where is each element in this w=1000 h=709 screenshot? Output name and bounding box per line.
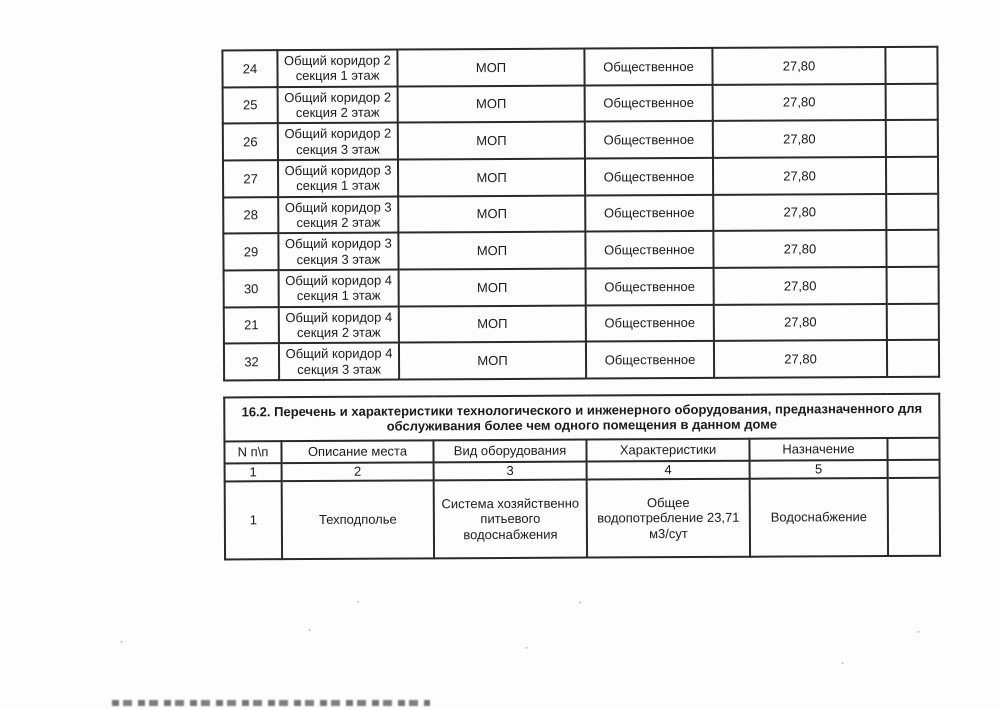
col-header-place: Описание места: [281, 440, 433, 463]
empty-cell: [887, 340, 939, 377]
place-cell: Общий коридор 2 секция 3 этаж: [278, 123, 398, 160]
place-cell: Техподполье: [282, 480, 434, 559]
table-row: [223, 193, 938, 233]
place-cell: Общий коридор 2 секция 1 этаж: [277, 50, 397, 87]
col-header-characteristics: Характеристики: [586, 439, 749, 462]
equipment-table: [223, 393, 941, 561]
table-row: [224, 340, 939, 380]
purpose-cell: Общественное: [585, 231, 713, 268]
area-cell: 27,80: [713, 230, 886, 268]
col-number: 5: [750, 460, 888, 479]
type-cell: МОП: [398, 122, 585, 160]
empty-cell: [887, 438, 939, 460]
col-header-equipment: Вид оборудования: [433, 440, 586, 463]
row-number: 26: [223, 123, 278, 160]
type-cell: МОП: [398, 85, 585, 123]
area-cell: 27,80: [713, 157, 886, 195]
row-number: 27: [223, 160, 278, 197]
table-row: [222, 47, 937, 87]
empty-cell: [885, 47, 937, 84]
row-number: 32: [224, 343, 279, 380]
empty-cell: [888, 478, 940, 556]
row-number: 1: [225, 481, 282, 559]
row-number: 21: [224, 307, 279, 344]
purpose-cell: Общественное: [586, 268, 714, 305]
equipment-cell: Система хозяйственно питьевого водоснабжения: [434, 480, 587, 559]
row-number: 30: [224, 270, 279, 307]
empty-cell: [888, 460, 940, 478]
col-number: 2: [282, 462, 434, 481]
table-row: [223, 83, 938, 123]
row-number: 28: [223, 197, 278, 234]
area-cell: 27,80: [713, 194, 886, 232]
row-number: 24: [222, 50, 277, 87]
place-cell: Общий коридор 3 секция 2 этаж: [278, 196, 398, 233]
purpose-cell: Общественное: [585, 195, 713, 232]
place-cell: Общий коридор 4 секция 1 этаж: [279, 269, 399, 306]
empty-cell: [886, 120, 938, 157]
characteristics-cell: Общее водопотребление 23,71 м3/сут: [587, 479, 750, 558]
place-cell: Общий коридор 4 секция 2 этаж: [279, 306, 399, 343]
section-title-row: [224, 394, 939, 442]
area-cell: 27,80: [713, 120, 886, 158]
area-cell: 27,80: [714, 304, 887, 342]
table-row: [223, 120, 938, 160]
type-cell: МОП: [399, 342, 586, 380]
col-number: 1: [225, 463, 282, 481]
scan-artifact: [112, 700, 430, 706]
col-number: 3: [434, 462, 587, 481]
type-cell: МОП: [398, 195, 585, 233]
type-cell: МОП: [398, 232, 585, 270]
purpose-cell: Водоснабжение: [750, 478, 888, 557]
scan-speck: [357, 601, 359, 603]
units-table: [221, 46, 940, 382]
type-cell: МОП: [399, 268, 586, 306]
purpose-cell: Общественное: [586, 341, 714, 378]
scan-speck: [308, 629, 310, 631]
empty-cell: [886, 193, 938, 230]
area-cell: 27,80: [713, 84, 886, 122]
empty-cell: [886, 83, 938, 120]
table-row: [224, 267, 939, 307]
type-cell: МОП: [397, 49, 584, 87]
empty-cell: [886, 230, 938, 267]
purpose-cell: Общественное: [585, 158, 713, 195]
purpose-cell: Общественное: [586, 304, 714, 341]
area-cell: 27,80: [712, 47, 885, 85]
place-cell: Общий коридор 3 секция 1 этаж: [278, 160, 398, 197]
section-title: 16.2. Перечень и характеристики технологического и инженерного оборудования, предназначенного для обслуживания более чем одного помещения в данном доме: [224, 394, 939, 442]
table-row: [223, 157, 938, 197]
row-number: 29: [223, 233, 278, 270]
type-cell: МОП: [398, 159, 585, 197]
empty-cell: [886, 157, 938, 194]
type-cell: МОП: [399, 305, 586, 343]
col-header-purpose: Назначение: [749, 438, 887, 461]
purpose-cell: Общественное: [585, 85, 713, 122]
col-number: 4: [587, 461, 750, 480]
purpose-cell: Общественное: [584, 48, 712, 85]
area-cell: 27,80: [714, 340, 887, 378]
table-row: [223, 230, 938, 270]
purpose-cell: Общественное: [585, 121, 713, 158]
empty-cell: [887, 267, 939, 304]
scan-speck: [526, 647, 528, 649]
table-row: [225, 478, 940, 560]
scan-speck: [120, 641, 122, 643]
place-cell: Общий коридор 3 секция 3 этаж: [278, 233, 398, 270]
area-cell: 27,80: [714, 267, 887, 305]
scan-speck: [917, 631, 919, 633]
place-cell: Общий коридор 2 секция 2 этаж: [278, 86, 398, 123]
scan-speck: [842, 662, 844, 664]
empty-cell: [887, 303, 939, 340]
row-number: 25: [223, 87, 278, 124]
scan-speck: [579, 602, 581, 604]
place-cell: Общий коридор 4 секция 3 этаж: [279, 343, 399, 380]
col-header-num: N п\п: [224, 441, 281, 463]
table-row: [224, 303, 939, 343]
